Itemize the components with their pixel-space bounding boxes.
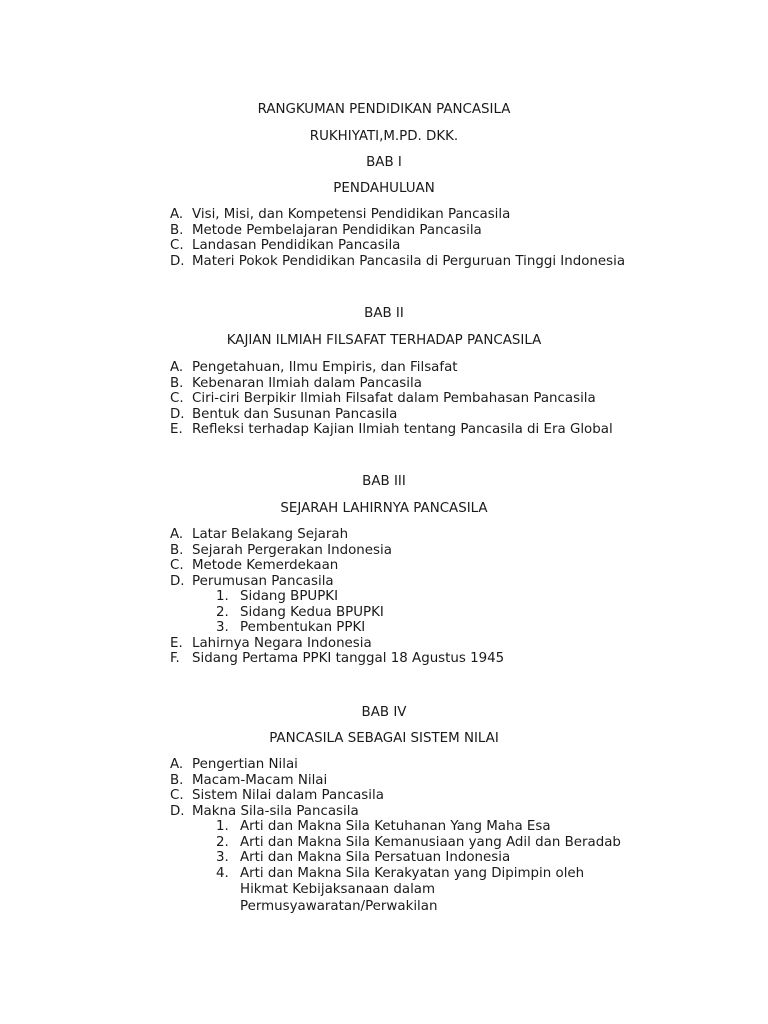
list-item-text: Visi, Misi, dan Kompetensi Pendidikan Pancasila (192, 207, 511, 222)
list-marker: E. (170, 422, 183, 437)
list-marker: B. (170, 375, 184, 391)
list-item-text: Makna Sila-sila Pancasila (192, 803, 359, 819)
list-marker: C. (170, 391, 184, 406)
list-marker: 1. (216, 819, 229, 834)
list-item-text: Pengertian Nilai (192, 757, 298, 772)
list-item-text: Hikmat Kebijaksanaan dalam (240, 882, 436, 897)
list-marker: C. (170, 788, 184, 803)
document-author: RUKHIYATI,M.PD. DKK. (309, 129, 459, 144)
chapter-heading: PENDAHULUAN (333, 181, 435, 196)
list-marker: F. (170, 651, 180, 666)
list-item-text: Arti dan Makna Sila Kemanusiaan yang Adil dan Beradab (240, 834, 621, 850)
list-marker: 1. (216, 589, 229, 604)
list-marker: 2. (216, 604, 229, 620)
list-item-text: Ciri-ciri Berpikir Ilmiah Filsafat dalam Pembahasan Pancasila (192, 391, 596, 406)
chapter-label: BAB III (362, 474, 406, 489)
list-item-text: Metode Kemerdekaan (192, 558, 339, 573)
list-marker: B. (170, 542, 184, 558)
list-item-text: Arti dan Makna Sila Persatuan Indonesia (240, 850, 511, 865)
list-marker: B. (170, 222, 184, 238)
list-item-text: Sidang Kedua BPUPKI (240, 604, 384, 620)
list-marker: D. (170, 803, 185, 819)
list-marker: C. (170, 238, 184, 253)
list-marker: A. (170, 527, 184, 542)
list-item-text: Metode Pembelajaran Pendidikan Pancasila (192, 222, 482, 238)
chapter-heading: PANCASILA SEBAGAI SISTEM NILAI (269, 731, 499, 746)
list-item-text: Arti dan Makna Sila Kerakyatan yang Dipimpin oleh (240, 865, 585, 881)
list-marker: 3. (216, 620, 229, 635)
list-item-text: Sidang BPUPKI (240, 589, 339, 604)
list-item-text: Materi Pokok Pendidikan Pancasila di Perguruan Tinggi Indonesia (192, 253, 626, 269)
list-marker: A. (170, 360, 184, 375)
list-item-text: Arti dan Makna Sila Ketuhanan Yang Maha Esa (240, 819, 551, 834)
list-item-text: Macam-Macam Nilai (192, 772, 328, 788)
list-item-text: Perumusan Pancasila (192, 573, 334, 589)
list-item-text: Bentuk dan Susunan Pancasila (192, 406, 398, 422)
list-item-text: Sidang Pertama PPKI tanggal 18 Agustus 1945 (192, 651, 505, 666)
list-marker: E. (170, 635, 183, 651)
list-marker: D. (170, 253, 185, 269)
list-item-text: Refleksi terhadap Kajian Ilmiah tentang Pancasila di Era Global (192, 422, 613, 437)
list-marker: 4. (216, 865, 229, 881)
chapter-heading: KAJIAN ILMIAH FILSAFAT TERHADAP PANCASILA (226, 333, 542, 348)
list-marker: 3. (216, 850, 229, 865)
chapter-heading: SEJARAH LAHIRNYA PANCASILA (280, 501, 488, 516)
list-item-text: Sistem Nilai dalam Pancasila (192, 788, 384, 803)
list-item-text: Lahirnya Negara Indonesia (192, 635, 372, 651)
list-marker: D. (170, 406, 185, 422)
document-title: RANGKUMAN PENDIDIKAN PANCASILA (257, 102, 511, 117)
chapter-label: BAB IV (361, 705, 407, 720)
list-item-text: Latar Belakang Sejarah (192, 527, 349, 542)
list-marker: A. (170, 757, 184, 772)
list-item-text: Kebenaran Ilmiah dalam Pancasila (192, 375, 422, 391)
list-item-text: Permusyawaratan/Perwakilan (240, 899, 438, 914)
chapter-label: BAB I (366, 155, 402, 170)
list-item-text: Landasan Pendidikan Pancasila (192, 238, 401, 253)
list-item-text: Sejarah Pergerakan Indonesia (192, 542, 392, 558)
chapter-label: BAB II (364, 306, 404, 321)
list-item-text: Pengetahuan, Ilmu Empiris, dan Filsafat (192, 360, 458, 375)
list-marker: A. (170, 207, 184, 222)
list-marker: D. (170, 573, 185, 589)
list-marker: B. (170, 772, 184, 788)
list-item-text: Pembentukan PPKI (240, 620, 366, 635)
list-marker: 2. (216, 834, 229, 850)
list-marker: C. (170, 558, 184, 573)
